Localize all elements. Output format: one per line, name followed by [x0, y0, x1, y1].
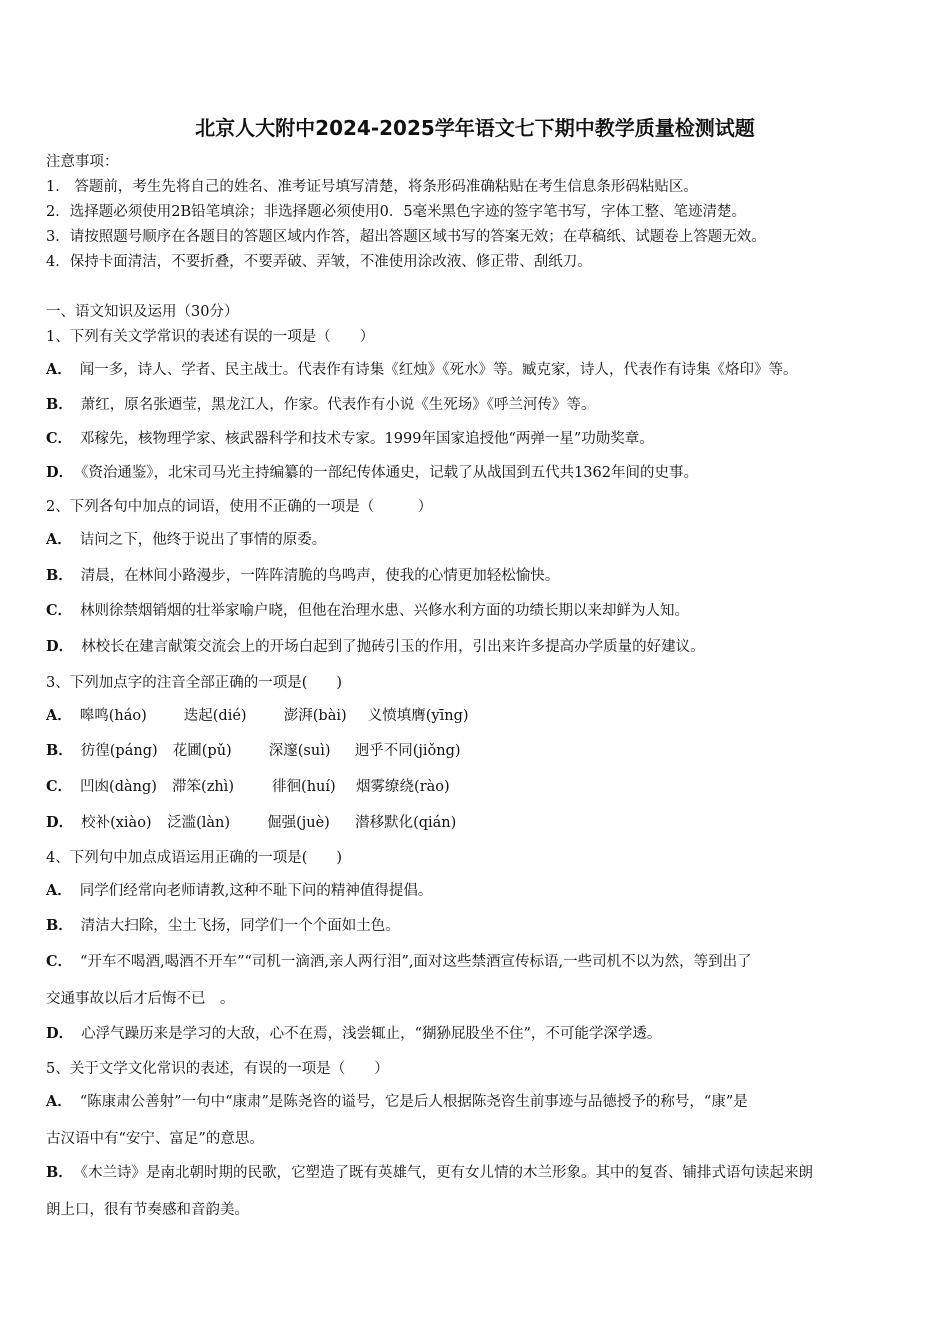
option-label: B．: [46, 1164, 73, 1181]
q1-option-c: [46, 429, 654, 449]
option-text: 心浮气躁历来是学习的大敌，心不在焉，浅尝辄止，“猢狲屁股坐不住”，不可能学深学透。: [81, 1026, 662, 1042]
option-text: 同学们经常向老师请教,这种不耻下问的精神值得提倡。: [79, 883, 433, 899]
pinyin-item: 深邃(suì): [268, 743, 331, 759]
q4-option-a: [46, 881, 432, 901]
option-text: 清洁大扫除，尘土飞扬，同学们一个个面如土色。: [80, 918, 400, 934]
pinyin-item: 滞笨(zhì): [172, 779, 234, 795]
option-label: A．: [46, 882, 72, 899]
option-label: A．: [46, 361, 72, 378]
q2-option-c: [46, 601, 689, 621]
pinyin-item: 凹凼(dàng): [80, 779, 157, 795]
q3-stem: 3、下列加点字的注音全部正确的一项是( ): [46, 675, 343, 691]
pinyin-item: 嗥鸣(háo): [79, 708, 147, 724]
option-label: B．: [46, 396, 73, 413]
option-text: 《木兰诗》是南北朝时期的民歌，它塑造了既有英雄气，更有女儿情的木兰形象。其中的复沓、铺排式语句读起来朗: [80, 1165, 814, 1181]
q4-option-d: [46, 1024, 661, 1044]
option-label: D．: [46, 464, 74, 481]
pinyin-item: 烟雾缭绕(rào): [356, 779, 450, 795]
option-label: A．: [46, 1093, 72, 1110]
q5-stem: 5、关于文学文化常识的表述，有误的一项是（ ）: [46, 1061, 389, 1077]
q1-option-b: [46, 395, 596, 415]
pinyin-item: 澎湃(bài): [283, 708, 347, 724]
option-label: C．: [46, 778, 73, 795]
pinyin-item: 徘徊(huí): [272, 779, 336, 795]
pinyin-item: 迥乎不同(jiǒng): [354, 743, 461, 759]
option-text: 诘问之下，他终于说出了事情的原委。: [79, 532, 327, 548]
q4-option-b: [46, 916, 400, 936]
pinyin-item: 彷徨(páng): [80, 743, 158, 759]
q3-option-b: [46, 741, 461, 761]
q1-option-d: [46, 463, 698, 483]
q5-option-a: [46, 1092, 748, 1112]
notice-item-3: 3．请按照题号顺序在各题目的答题区域内作答，超出答题区域书写的答案无效；在草稿纸、试题卷上答题无效。: [46, 229, 766, 245]
option-text: 邓稼先，核物理学家、核武器科学和技术专家。1999年国家追授他“两弹一星”功勋奖章。: [80, 431, 654, 447]
q4-option-c-cont: 交通事故以后才后悔不已 。: [46, 991, 235, 1007]
option-label: C．: [46, 430, 73, 447]
option-text: 林则徐禁烟销烟的壮举家喻户晓，但他在治理水患、兴修水利方面的功绩长期以来却鲜为人知。: [80, 603, 690, 619]
option-label: B．: [46, 742, 73, 759]
notice-item-1: 1． 答题前，考生先将自己的姓名、准考证号填写清楚，将条形码准确粘贴在考生信息条形码粘贴区。: [46, 179, 698, 195]
q2-option-b: [46, 566, 559, 586]
option-text: 闻一多，诗人、学者、民主战士。代表作有诗集《红烛》《死水》等。臧克家，诗人，代表作有诗集《烙印》等。: [79, 362, 798, 378]
section-heading: 一、语文知识及运用（30分）: [46, 304, 239, 320]
option-text: 萧红，原名张迺莹，黑龙江人，作家。代表作有小说《生死场》《呼兰河传》等。: [80, 397, 596, 413]
page-title: 北京人大附中2024-2025学年语文七下期中教学质量检测试题: [195, 116, 755, 140]
q4-stem: 4、下列句中加点成语运用正确的一项是( ): [46, 850, 343, 866]
q5-option-b-cont: 朗上口，很有节奏感和音韵美。: [46, 1202, 249, 1218]
q2-option-a: [46, 530, 326, 550]
option-label: D．: [46, 638, 74, 655]
option-text: 《资治通鉴》，北宋司马光主持编纂的一部纪传体通史，记载了从战国到五代共1362年间的史事。: [81, 465, 698, 481]
notice-item-2: 2．选择题必须使用2B铅笔填涂；非选择题必须使用0．5毫米黑色字迹的签字笔书写，字体工整、笔迹清楚。: [46, 204, 747, 220]
option-label: B．: [46, 917, 73, 934]
option-text: 林校长在建言献策交流会上的开场白起到了抛砖引玉的作用，引出来许多提高办学质量的好建议。: [81, 639, 705, 655]
q5-option-a-cont: 古汉语中有“安宁、富足”的意思。: [46, 1131, 264, 1147]
pinyin-item: 潜移默化(qián): [355, 815, 457, 831]
option-label: C．: [46, 602, 73, 619]
option-label: B．: [46, 567, 73, 584]
option-label: C．: [46, 953, 73, 970]
q3-option-a: [46, 706, 469, 726]
notice-heading: 注意事项：: [46, 154, 119, 170]
q2-option-d: [46, 637, 705, 657]
option-label: A．: [46, 531, 72, 548]
q4-option-c: [46, 952, 752, 972]
q3-option-d: [46, 813, 456, 833]
pinyin-item: 校补(xiào): [81, 815, 152, 831]
option-text: 清晨，在林间小路漫步，一阵阵清脆的鸟鸣声，使我的心情更加轻松愉快。: [80, 568, 560, 584]
option-label: A．: [46, 707, 72, 724]
option-label: D．: [46, 814, 74, 831]
pinyin-item: 泛滥(làn): [167, 815, 231, 831]
option-text: “开车不喝酒,喝酒不开车”“司机一滴酒,亲人两行泪”,面对这些禁酒宣传标语,一些司机不以为然，等到出了: [80, 954, 752, 970]
q5-option-b: [46, 1163, 813, 1183]
option-text: “陈康肃公善射”一句中“康肃”是陈尧咨的谥号，它是后人根据陈尧咨生前事迹与品德授予的称号，“康”是: [79, 1094, 748, 1110]
q2-stem: 2、下列各句中加点的词语，使用不正确的一项是（ ）: [46, 499, 433, 515]
pinyin-item: 义愤填膺(yīng): [367, 708, 469, 724]
pinyin-item: 倔强(juè): [267, 815, 330, 831]
option-label: D．: [46, 1025, 74, 1042]
q1-stem: 1、下列有关文学常识的表述有误的一项是（ ）: [46, 329, 375, 345]
q1-option-a: [46, 360, 798, 380]
q3-option-c: [46, 777, 450, 797]
notice-item-4: 4．保持卡面清洁，不要折叠，不要弄破、弄皱，不准使用涂改液、修正带、刮纸刀。: [46, 254, 592, 270]
pinyin-item: 花圃(pǔ): [172, 743, 232, 759]
pinyin-item: 迭起(dié): [183, 708, 247, 724]
